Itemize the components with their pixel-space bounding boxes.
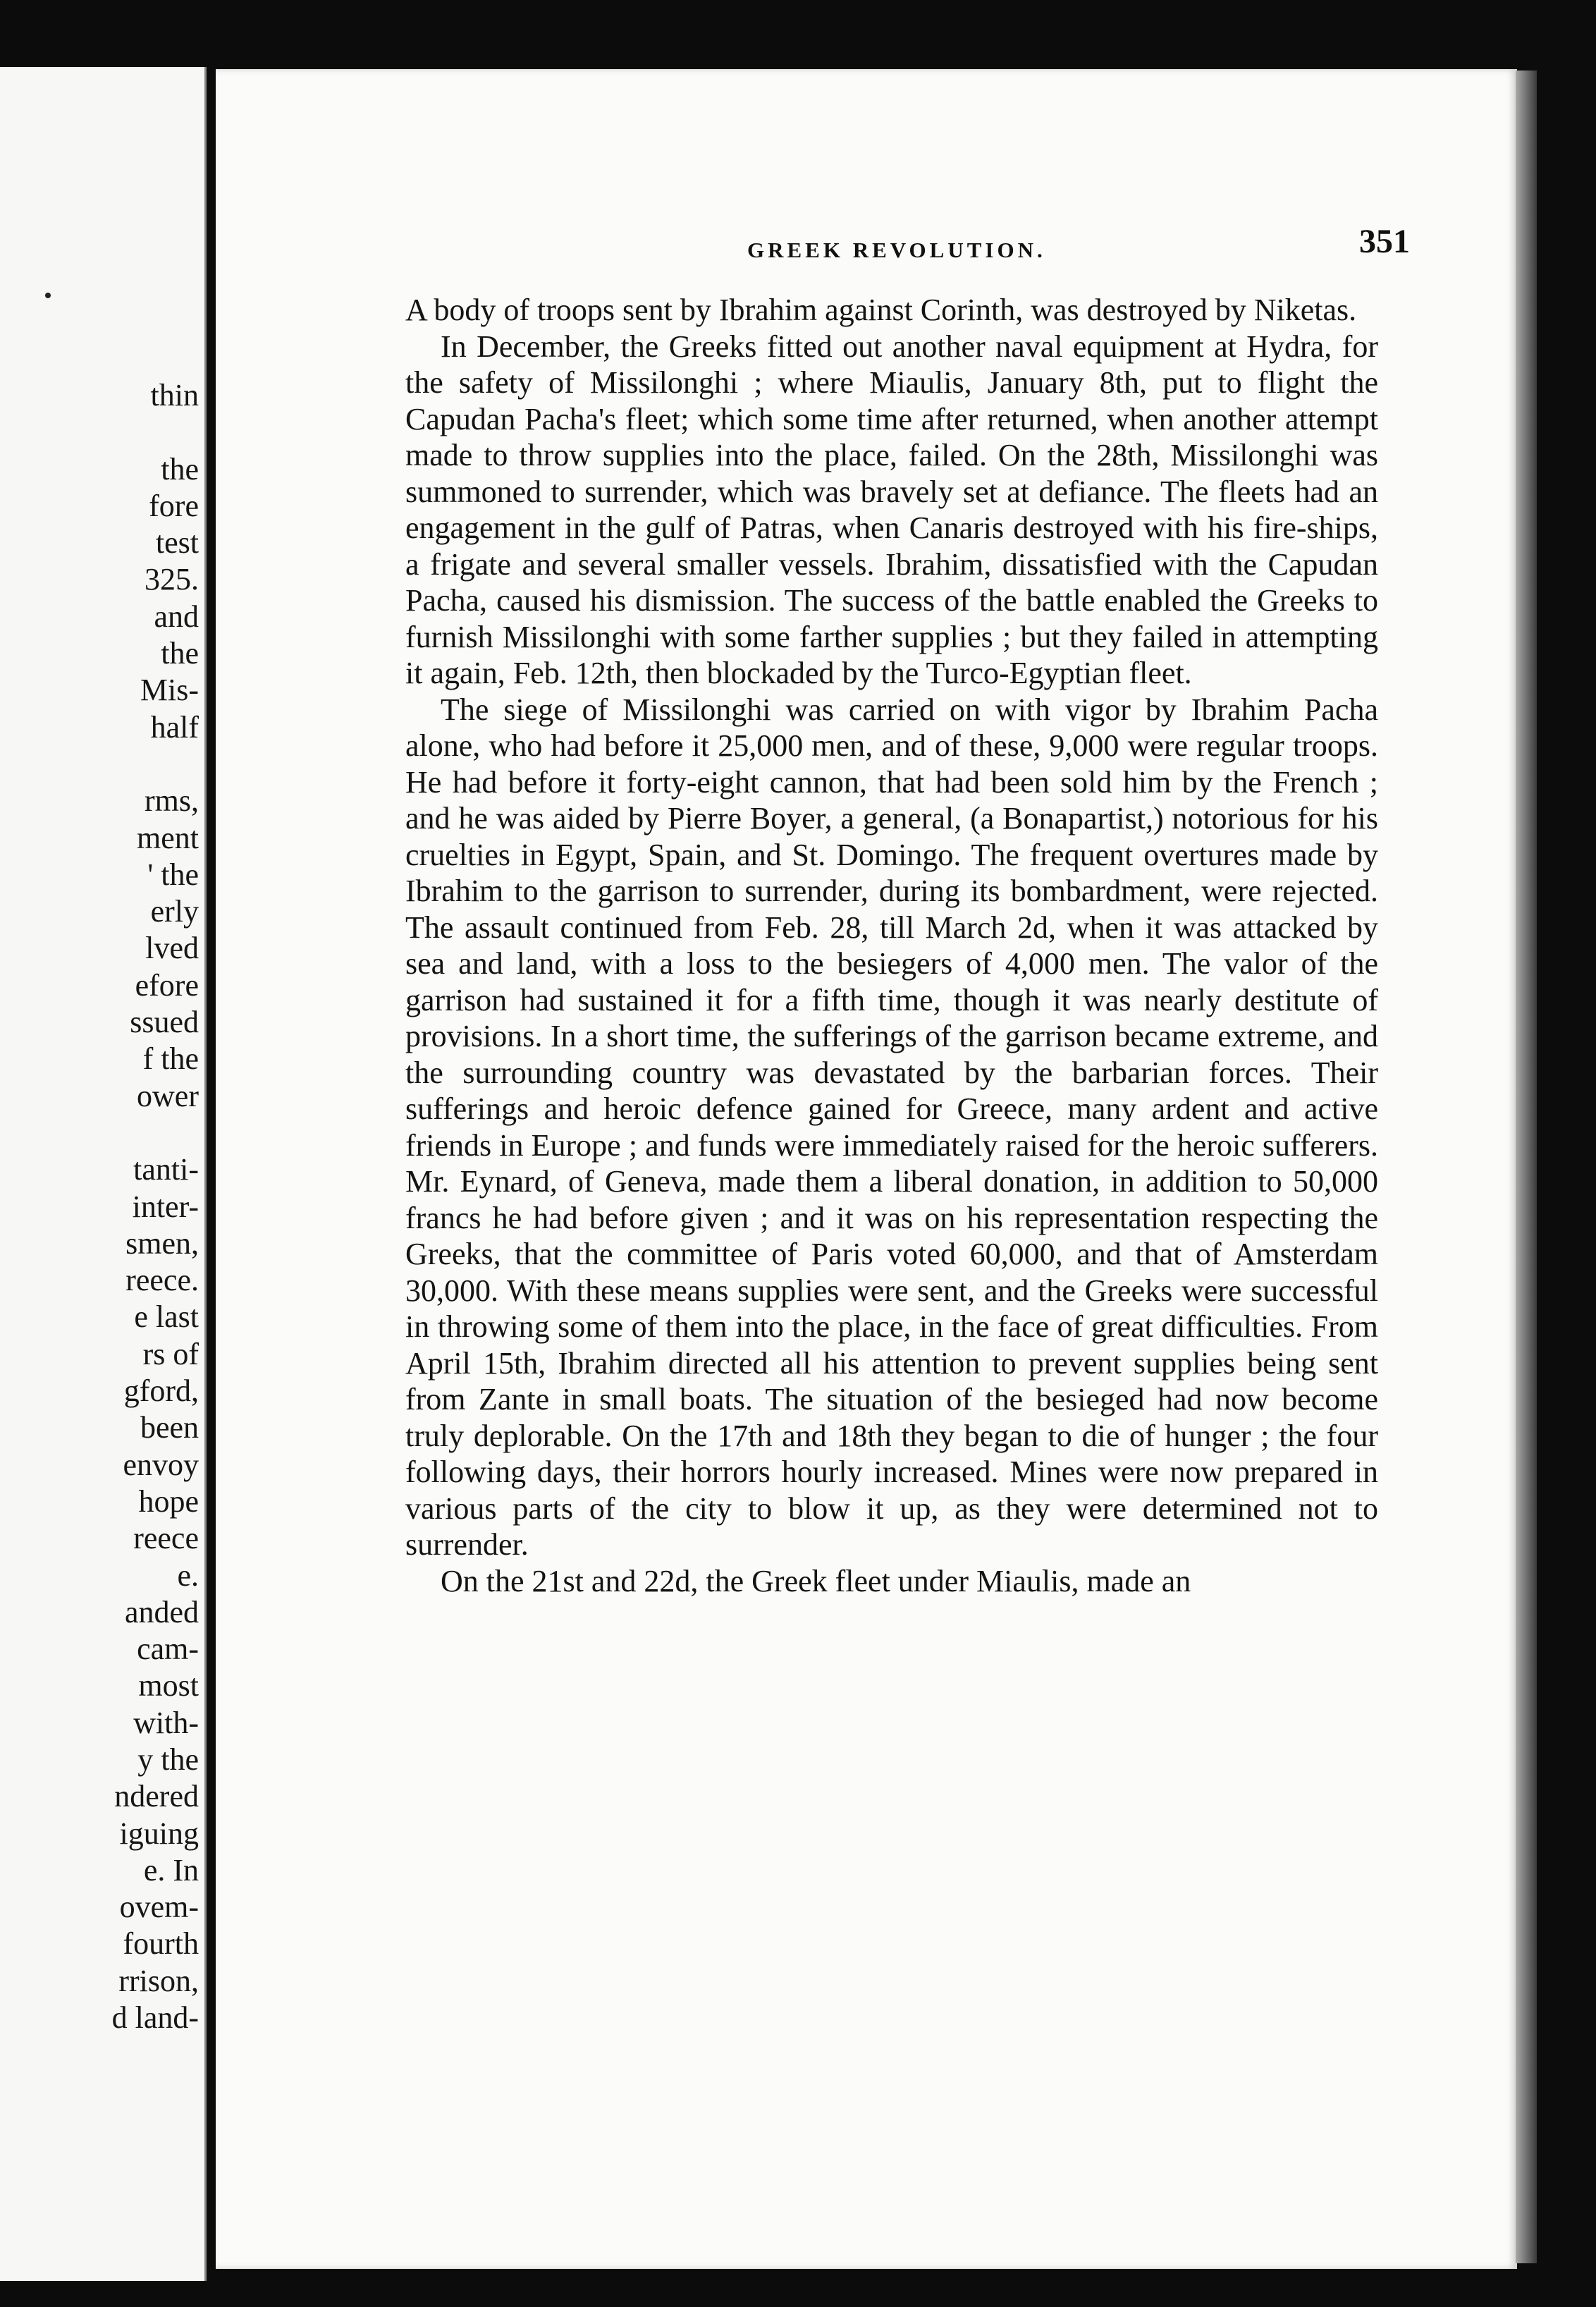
- left-line-fragment: the: [161, 451, 199, 487]
- left-line-fragment: fourth: [123, 1926, 199, 1962]
- left-line-fragment: erly: [150, 894, 199, 929]
- left-line-fragment: cam-: [137, 1632, 199, 1667]
- left-line-fragment: rrison,: [118, 1963, 199, 1998]
- left-line-fragment: reece: [133, 1521, 199, 1556]
- left-line-fragment: [0, 414, 199, 451]
- page-edge-shadow: [1516, 71, 1537, 2263]
- left-line-fragment: ment: [137, 820, 199, 855]
- left-line-fragment: f the: [142, 1041, 199, 1077]
- left-line-fragment: e. In: [143, 1852, 199, 1887]
- left-line-fragment: rs of: [142, 1336, 199, 1371]
- paragraph-1: A body of troops sent by Ibrahim against Corinth, was destroyed by Niketas.: [405, 293, 1357, 327]
- left-line-fragment: the: [161, 636, 199, 671]
- left-line-fragment: d land-: [111, 2000, 199, 2036]
- left-line-fragment: test: [155, 525, 199, 561]
- left-line-fragment: 325.: [145, 562, 199, 597]
- left-line-fragment: with-: [133, 1705, 199, 1740]
- left-line-fragment: fore: [149, 488, 199, 523]
- page-number: 351: [1359, 223, 1410, 260]
- left-line-fragment: reece.: [125, 1263, 199, 1298]
- left-line-fragment: e.: [177, 1558, 199, 1593]
- left-line-fragment: ' the: [147, 857, 199, 892]
- left-line-fragment: gford,: [123, 1373, 199, 1409]
- left-line-fragment: Mis-: [140, 673, 199, 708]
- running-head: GREEK REVOLUTION.: [747, 238, 1046, 262]
- left-line-fragment: most: [138, 1668, 199, 1703]
- left-line-fragment: been: [140, 1410, 199, 1445]
- left-line-fragment: rms,: [145, 783, 199, 819]
- body-text: [405, 292, 1378, 1599]
- ink-dot: [45, 293, 51, 298]
- left-line-fragment: ovem-: [119, 1890, 199, 1925]
- left-line-fragment: ndered: [114, 1779, 199, 1814]
- left-line-fragment: lved: [145, 931, 199, 966]
- left-line-fragment: ower: [137, 1078, 199, 1113]
- left-line-fragment: hope: [138, 1483, 199, 1519]
- left-line-fragment: and: [154, 599, 199, 634]
- paragraph-2: In December, the Greeks fitted out another naval equipment at Hydra, for the safety of Missilonghi ; where Miaulis, January 8th, put to flight the Capudan Pacha's fleet; which some time after returned, when another attempt made to throw supplies into the place, failed. On the 28th, Missilonghi was summoned to surrender, which was bravely set at defiance. The fleets had an engagement in the gulf of Patras, when Canaris destroyed with his fire-ships, a frigate and several smaller vessels. Ibrahim, dissatisfied with the Capudan Pacha, caused his dismission. The success of the battle enabled the Greeks to furnish Missilonghi with some farther supplies ; but they failed in attempting it again, Feb. 12th, then blockaded by the Turco-Egyptian fleet.: [405, 329, 1378, 690]
- left-line-fragment: anded: [124, 1594, 199, 1629]
- left-line-fragment: ssued: [130, 1005, 199, 1040]
- left-line-fragment: half: [150, 709, 199, 745]
- left-line-fragment: [0, 1115, 199, 1151]
- left-line-fragment: envoy: [123, 1447, 199, 1482]
- left-line-fragment: thin: [150, 378, 199, 412]
- left-line-fragment: [0, 746, 199, 783]
- left-page-line-fragments: [0, 377, 199, 2036]
- left-line-fragment: tanti-: [133, 1152, 199, 1187]
- left-line-fragment: iguing: [119, 1816, 199, 1851]
- left-facing-page: [0, 67, 207, 2281]
- left-line-fragment: inter-: [132, 1189, 199, 1224]
- left-line-fragment: e last: [134, 1299, 199, 1335]
- page-header: [395, 222, 1410, 264]
- left-line-fragment: smen,: [125, 1225, 199, 1261]
- paragraph-3: The siege of Missilonghi was carried on with vigor by Ibrahim Pacha alone, who had before it 25,000 men, and of these, 9,000 were regular troops. He had before it forty-eight cannon, that had been sold him by the French ; and he was aided by Pierre Boyer, a general, (a Bonapartist,) notorious for his cruelties in Egypt, Spain, and St. Domingo. The frequent overtures made by Ibrahim to the garrison to surrender, during its bombardment, were rejected. The assault continued from Feb. 28, till March 2d, when it was attacked by sea and land, with a loss to the besiegers of 4,000 men. The valor of the garrison had sustained it for a fifth time, though it was nearly destitute of provisions. In a short time, the sufferings of the garrison became extreme, and the surrounding country was devastated by the barbarian forces. Their sufferings and heroic defence gained for Greece, many ardent and active friends in Europe ; and funds were immediately raised for the heroic sufferers. Mr. Eynard, of Geneva, made them a liberal donation, in addition to 50,000 francs he had before given ; and it was on his representation respecting the Greeks, that the committee of Paris voted 60,000, and that of Amsterdam 30,000. With these means supplies were sent, and the Greeks were successful in throwing some of them into the place, in the face of great difficulties. From April 15th, Ibrahim directed all his attention to prevent supplies being sent from Zante in small boats. The situation of the besieged had now become truly deplorable. On the 17th and 18th they began to die of hunger ; the four following days, their horrors hourly increased. Mines were now prepared in various parts of the city to blow it up, as they were determined not to surrender.: [405, 692, 1378, 1562]
- paragraph-4: On the 21st and 22d, the Greek fleet under Miaulis, made an: [441, 1563, 1191, 1598]
- left-line-fragment: y the: [137, 1742, 199, 1777]
- left-line-fragment: efore: [135, 967, 199, 1003]
